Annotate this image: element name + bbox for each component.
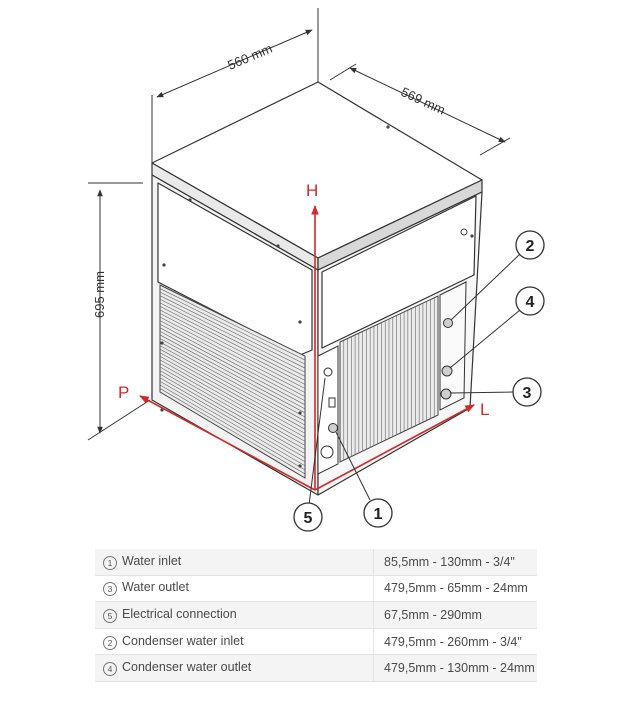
row-label-cell [95, 655, 374, 682]
electrical-connection-connector [324, 368, 332, 376]
callout-4 [516, 287, 544, 315]
row-number-icon: 5 [103, 609, 117, 623]
row-value: 479,5mm - 260mm - 3/4" [374, 628, 538, 655]
row-label: Water inlet [122, 553, 182, 568]
axis-l-label: L [480, 400, 490, 419]
row-label-cell [95, 628, 374, 655]
axis-p-label: P [118, 383, 130, 402]
row-label-cell [95, 549, 374, 575]
row-number-icon: 1 [103, 556, 117, 570]
callout-2-label: 2 [525, 238, 535, 255]
row-label: Condenser water inlet [122, 633, 244, 648]
callout-1-label: 1 [373, 506, 383, 523]
table-row [95, 549, 537, 575]
row-value: 479,5mm - 65mm - 24mm [374, 575, 538, 602]
callout-3 [513, 378, 541, 406]
row-label-cell [95, 602, 374, 629]
axis-h-label: H [306, 181, 319, 200]
connection-spec-table [95, 549, 537, 682]
callout-5-label: 5 [303, 510, 313, 527]
row-label: Condenser water outlet [122, 660, 252, 675]
row-value: 67,5mm - 290mm [374, 602, 538, 629]
table-row [95, 628, 537, 655]
row-label: Electrical connection [122, 606, 237, 621]
row-label: Water outlet [122, 580, 189, 595]
width-dimension-label: 560 mm [225, 40, 275, 73]
callout-3-label: 3 [522, 385, 532, 402]
machine-body [152, 82, 482, 495]
callout-1 [364, 499, 392, 527]
table-row [95, 602, 537, 629]
callout-5 [294, 503, 322, 531]
row-value: 479,5mm - 130mm - 24mm [374, 655, 538, 682]
table-row [95, 655, 537, 682]
row-number-icon: 2 [103, 636, 117, 650]
callout-4-label: 4 [525, 294, 535, 311]
depth-dimension-label: 569 mm [398, 84, 448, 118]
row-value: 85,5mm - 130mm - 3/4" [374, 549, 538, 575]
callout-2 [516, 231, 544, 259]
water-inlet-connector [329, 424, 338, 433]
table-row [95, 575, 537, 602]
water-outlet-connector [441, 389, 451, 399]
height-dimension-label: 695 mm [92, 271, 107, 318]
row-number-icon: 4 [103, 662, 117, 676]
row-label-cell [95, 575, 374, 602]
row-number-icon: 3 [103, 582, 117, 596]
